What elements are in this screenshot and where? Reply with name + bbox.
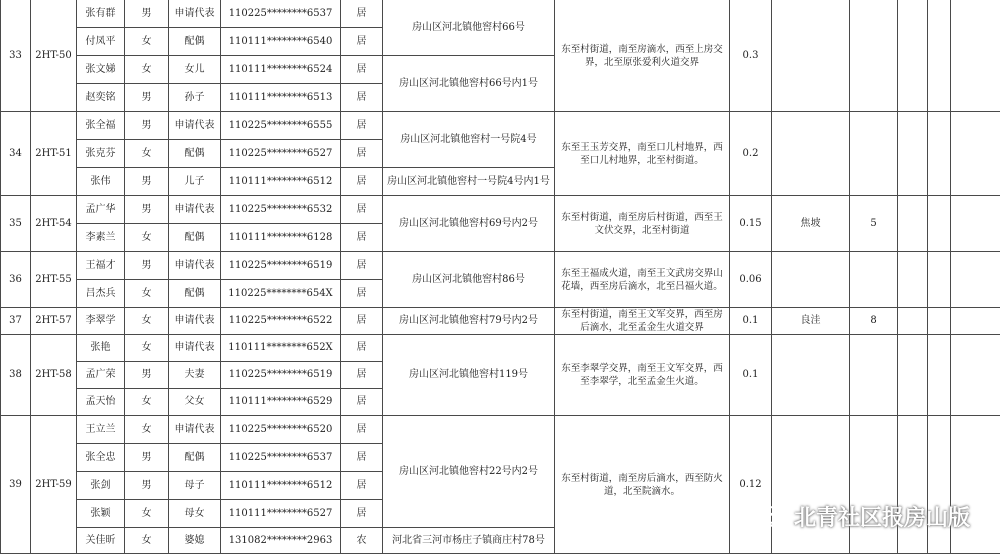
area-cell: 0.3 [730, 0, 772, 112]
extra-cell [898, 196, 928, 252]
address-cell: 房山区河北镇他窖村86号 [383, 252, 555, 308]
gender-cell: 女 [125, 140, 169, 168]
name-cell: 张文娣 [77, 56, 125, 84]
name-cell: 孟广荣 [77, 362, 125, 389]
gender-cell: 女 [125, 56, 169, 84]
extra-cell [772, 335, 850, 416]
residence-type-cell: 居 [341, 389, 383, 416]
code-cell: 2HT-50 [31, 0, 77, 112]
residence-type-cell: 农 [341, 528, 383, 554]
id-cell: 110225********6527 [221, 140, 341, 168]
gender-cell: 女 [125, 28, 169, 56]
id-cell: 110225********654X [221, 280, 341, 308]
residence-type-cell: 居 [341, 196, 383, 224]
residence-type-cell: 居 [341, 224, 383, 252]
id-cell: 110225********6519 [221, 252, 341, 280]
id-cell: 110225********6532 [221, 196, 341, 224]
extra-cell [928, 252, 951, 308]
extra-cell [772, 112, 850, 196]
boundary-cell: 东至村街道，南至房滴水，西至上房交界，北至原张爱利火道交界 [555, 0, 730, 112]
boundary-cell: 东至王福成火道，南至王文武房交界山花墙，西至房后滴水，北至吕福火道。 [555, 252, 730, 308]
gender-cell: 女 [125, 389, 169, 416]
id-cell: 110225********6537 [221, 444, 341, 472]
relation-cell: 配偶 [169, 28, 221, 56]
relation-cell: 配偶 [169, 444, 221, 472]
boundary-cell: 东至村街道，南至房后村街道，西至王文伏交界，北至村街道 [555, 196, 730, 252]
seq-cell: 39 [1, 416, 31, 554]
code-cell: 2HT-59 [31, 416, 77, 554]
name-cell: 李素兰 [77, 224, 125, 252]
code-cell: 2HT-58 [31, 335, 77, 416]
extra-cell [928, 0, 951, 112]
boundary-cell: 东至村街道，南至王文军交界，西至房后滴水，北至孟金生火道交界 [555, 308, 730, 335]
id-cell: 110111********6513 [221, 84, 341, 112]
name-cell: 张有群 [77, 0, 125, 28]
extra-cell [928, 416, 951, 554]
extra-cell [928, 308, 951, 335]
relation-cell: 配偶 [169, 140, 221, 168]
table-row [1, 335, 1000, 362]
name-cell: 王福才 [77, 252, 125, 280]
area-cell: 0.06 [730, 252, 772, 308]
relation-cell: 申请代表 [169, 0, 221, 28]
relation-cell: 儿子 [169, 168, 221, 196]
id-cell: 110111********6527 [221, 500, 341, 528]
land-number-cell: 5 [850, 196, 898, 252]
boundary-cell: 东至村街道，南至房后滴水，西至防火道，北至院滴水。 [555, 416, 730, 554]
id-cell: 110225********6519 [221, 362, 341, 389]
code-cell: 2HT-57 [31, 308, 77, 335]
relation-cell: 申请代表 [169, 252, 221, 280]
table-row [1, 196, 1000, 224]
name-cell: 付凤平 [77, 28, 125, 56]
name-cell: 吕杰兵 [77, 280, 125, 308]
extra-cell [951, 335, 1000, 416]
residence-type-cell: 居 [341, 252, 383, 280]
relation-cell: 父女 [169, 389, 221, 416]
id-cell: 110111********6512 [221, 472, 341, 500]
name-cell: 张艳 [77, 335, 125, 362]
seq-cell: 34 [1, 112, 31, 196]
code-cell: 2HT-55 [31, 252, 77, 308]
table-row [1, 416, 1000, 444]
table-row [1, 112, 1000, 140]
seq-cell: 37 [1, 308, 31, 335]
extra-cell [951, 0, 1000, 112]
extra-cell [951, 416, 1000, 554]
id-cell: 110111********652X [221, 335, 341, 362]
extra-cell [951, 112, 1000, 196]
gender-cell: 男 [125, 168, 169, 196]
extra-cell [850, 112, 898, 196]
id-cell: 110225********6520 [221, 416, 341, 444]
extra-cell [850, 416, 898, 554]
id-cell: 110225********6537 [221, 0, 341, 28]
residence-type-cell: 居 [341, 335, 383, 362]
relation-cell: 孙子 [169, 84, 221, 112]
address-cell: 房山区河北镇他窖村79号内2号 [383, 308, 555, 335]
gender-cell: 女 [125, 528, 169, 554]
extra-cell [850, 0, 898, 112]
seq-cell: 35 [1, 196, 31, 252]
extra-cell [772, 252, 850, 308]
relation-cell: 配偶 [169, 280, 221, 308]
land-number-cell: 8 [850, 308, 898, 335]
name-cell: 孟天怡 [77, 389, 125, 416]
extra-cell [928, 112, 951, 196]
name-cell: 张克芬 [77, 140, 125, 168]
watermark-text: 北青社区报房山版 [793, 506, 970, 531]
residence-type-cell: 居 [341, 140, 383, 168]
extra-cell [898, 416, 928, 554]
seq-cell: 38 [1, 335, 31, 416]
code-cell: 2HT-51 [31, 112, 77, 196]
gender-cell: 女 [125, 308, 169, 335]
id-cell: 110111********6540 [221, 28, 341, 56]
gender-cell: 女 [125, 224, 169, 252]
name-cell: 王立兰 [77, 416, 125, 444]
residence-type-cell: 居 [341, 168, 383, 196]
name-cell: 张伟 [77, 168, 125, 196]
address-cell: 河北省三河市杨庄子镇商庄村78号 [383, 528, 555, 554]
extra-cell [898, 112, 928, 196]
id-cell: 110111********6512 [221, 168, 341, 196]
id-cell: 110111********6128 [221, 224, 341, 252]
relation-cell: 母女 [169, 500, 221, 528]
extra-cell [928, 335, 951, 416]
gender-cell: 男 [125, 196, 169, 224]
name-cell: 孟广华 [77, 196, 125, 224]
relation-cell: 夫妻 [169, 362, 221, 389]
gender-cell: 女 [125, 500, 169, 528]
id-cell: 110225********6555 [221, 112, 341, 140]
residence-type-cell: 居 [341, 84, 383, 112]
land-name-cell: 焦坡 [772, 196, 850, 252]
extra-cell [772, 416, 850, 554]
table-row [1, 252, 1000, 280]
relation-cell: 申请代表 [169, 112, 221, 140]
address-cell: 房山区河北镇他窖村66号内1号 [383, 56, 555, 112]
code-cell: 2HT-54 [31, 196, 77, 252]
relation-cell: 女儿 [169, 56, 221, 84]
residence-type-cell: 居 [341, 416, 383, 444]
extra-cell [898, 308, 928, 335]
residence-type-cell: 居 [341, 280, 383, 308]
extra-cell [898, 335, 928, 416]
area-cell: 0.15 [730, 196, 772, 252]
name-cell: 张全忠 [77, 444, 125, 472]
residence-type-cell: 居 [341, 472, 383, 500]
seq-cell: 33 [1, 0, 31, 112]
residence-type-cell: 居 [341, 444, 383, 472]
extra-cell [850, 252, 898, 308]
relation-cell: 申请代表 [169, 416, 221, 444]
residence-type-cell: 居 [341, 308, 383, 335]
relation-cell: 配偶 [169, 224, 221, 252]
name-cell: 李翠学 [77, 308, 125, 335]
residence-type-cell: 居 [341, 500, 383, 528]
gender-cell: 男 [125, 362, 169, 389]
boundary-cell: 东至李翠学交界，南至王文军交界，西至李翠学，北至孟金生火道。 [555, 335, 730, 416]
area-cell: 0.12 [730, 416, 772, 554]
residence-type-cell: 居 [341, 56, 383, 84]
relation-cell: 申请代表 [169, 308, 221, 335]
residence-type-cell: 居 [341, 0, 383, 28]
id-cell: 110111********6529 [221, 389, 341, 416]
area-cell: 0.2 [730, 112, 772, 196]
address-cell: 房山区河北镇他窖村69号内2号 [383, 196, 555, 252]
residence-type-cell: 居 [341, 362, 383, 389]
extra-cell [772, 0, 850, 112]
residence-type-cell: 居 [341, 112, 383, 140]
area-cell: 0.1 [730, 335, 772, 416]
extra-cell [850, 335, 898, 416]
extra-cell [898, 0, 928, 112]
id-cell: 131082********2963 [221, 528, 341, 554]
id-cell: 110225********6522 [221, 308, 341, 335]
gender-cell: 男 [125, 472, 169, 500]
relation-cell: 婆媳 [169, 528, 221, 554]
extra-cell [951, 308, 1000, 335]
name-cell: 关佳昕 [77, 528, 125, 554]
gender-cell: 男 [125, 84, 169, 112]
table-row [1, 0, 1000, 28]
area-cell: 0.1 [730, 308, 772, 335]
gender-cell: 女 [125, 335, 169, 362]
seq-cell: 36 [1, 252, 31, 308]
name-cell: 张颖 [77, 500, 125, 528]
gender-cell: 男 [125, 0, 169, 28]
address-cell: 房山区河北镇他窖村22号内2号 [383, 416, 555, 528]
land-name-cell: 良洼 [772, 308, 850, 335]
extra-cell [951, 252, 1000, 308]
id-cell: 110111********6524 [221, 56, 341, 84]
address-cell: 房山区河北镇他窖村一号院4号 [383, 112, 555, 168]
relation-cell: 申请代表 [169, 196, 221, 224]
gender-cell: 女 [125, 280, 169, 308]
relation-cell: 母子 [169, 472, 221, 500]
name-cell: 赵奕铭 [77, 84, 125, 112]
boundary-cell: 东至王玉芳交界，南至口儿村地界，西至口儿村地界，北至村街道。 [555, 112, 730, 196]
address-cell: 房山区河北镇他窖村119号 [383, 335, 555, 416]
name-cell: 张剑 [77, 472, 125, 500]
gender-cell: 男 [125, 252, 169, 280]
gender-cell: 女 [125, 416, 169, 444]
extra-cell [951, 196, 1000, 252]
residence-type-cell: 居 [341, 28, 383, 56]
name-cell: 张全福 [77, 112, 125, 140]
address-cell: 房山区河北镇他窖村一号院4号内1号 [383, 168, 555, 196]
gender-cell: 男 [125, 444, 169, 472]
address-cell: 房山区河北镇他窖村66号 [383, 0, 555, 56]
relation-cell: 申请代表 [169, 335, 221, 362]
table-row [1, 308, 1000, 335]
extra-cell [898, 252, 928, 308]
gender-cell: 男 [125, 112, 169, 140]
extra-cell [928, 196, 951, 252]
